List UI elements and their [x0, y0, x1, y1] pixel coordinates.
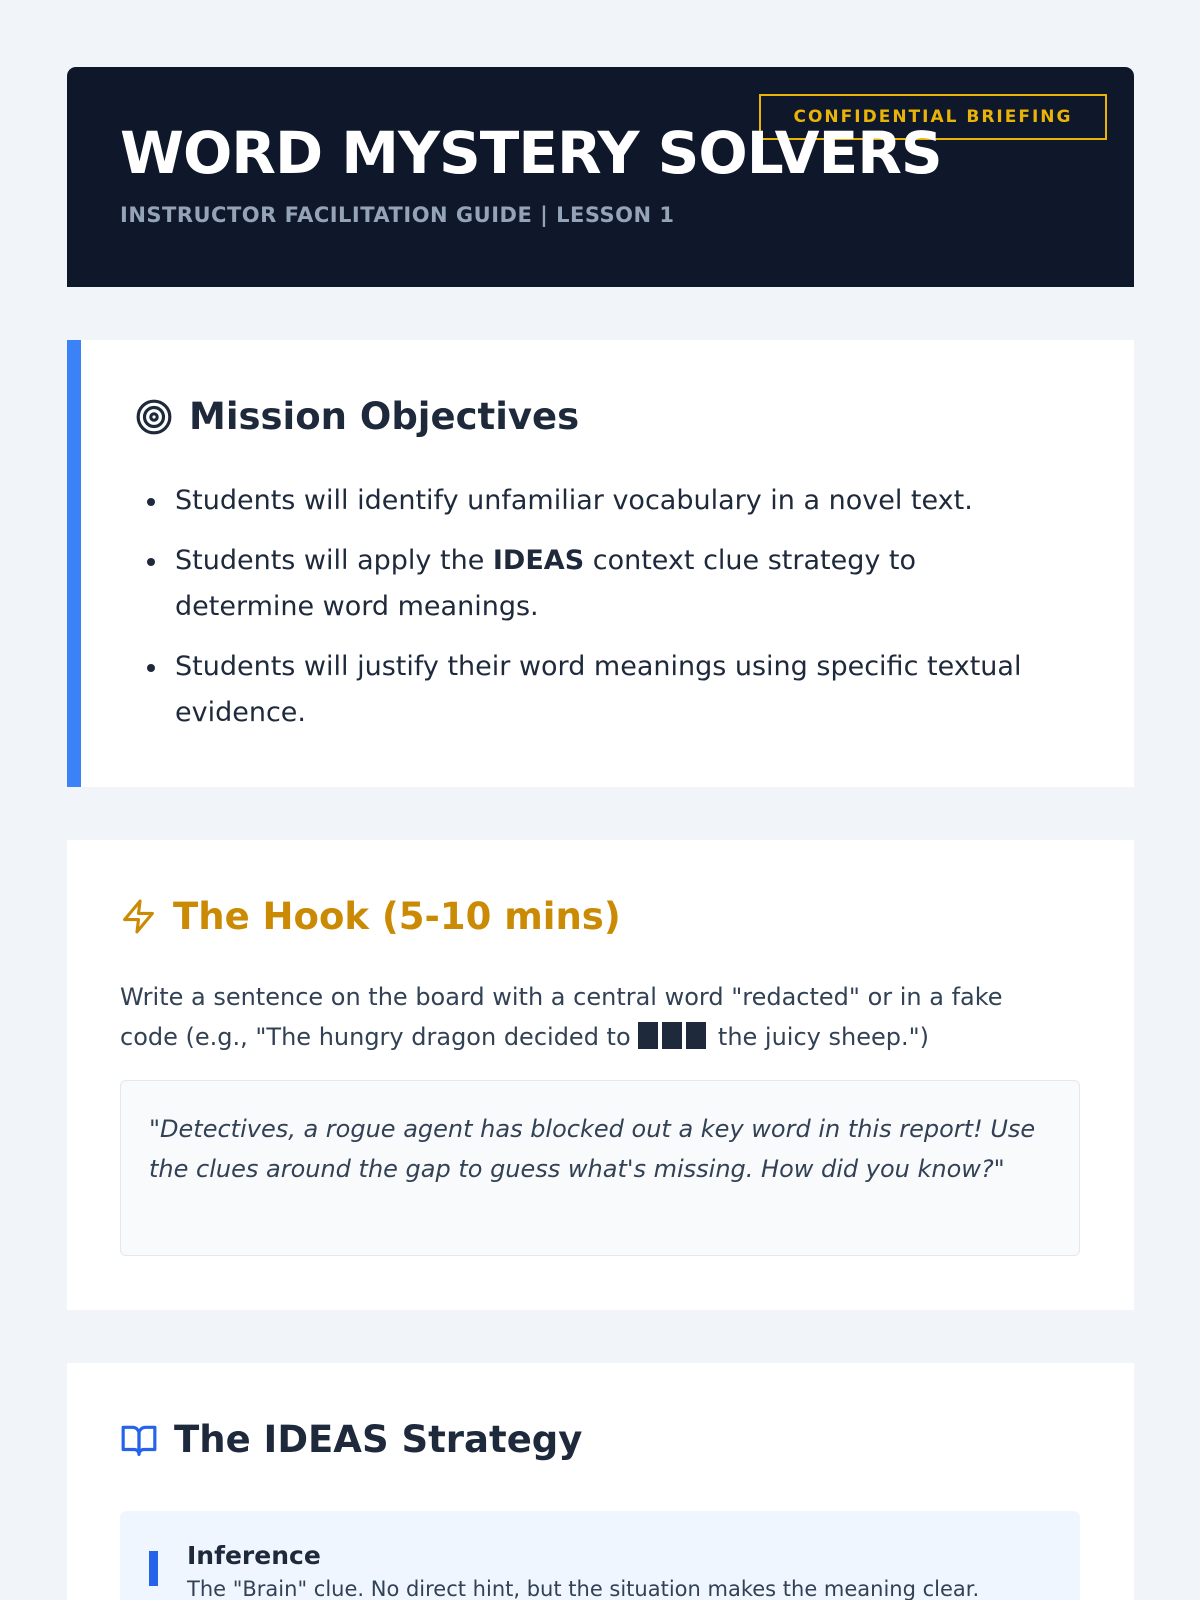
hook-heading: [120, 895, 621, 938]
objective-text-after: context clue strategy to determine word meanings.: [175, 545, 917, 622]
ideas-heading: [120, 1418, 582, 1461]
objective-item: [141, 478, 1041, 524]
objective-item: [141, 644, 1041, 736]
book-open-icon: [120, 1421, 158, 1459]
ideas-item-inference: [120, 1511, 1080, 1600]
objectives-list: [141, 478, 1041, 750]
hook-text-before: Write a sentence on the board with a central word "redacted" or in a fake code (e.g., "The hungry dragon decided to: [120, 983, 1003, 1051]
objective-item: [141, 538, 1041, 630]
objectives-title: Mission Objectives: [189, 395, 580, 438]
target-icon: [135, 398, 173, 436]
ideas-item-label: Inference: [187, 1541, 321, 1570]
hook-instructions: [120, 977, 1060, 1061]
ideas-strategy-card: [67, 1363, 1134, 1600]
page-title: WORD MYSTERY SOLVERS: [120, 119, 942, 187]
objective-text-before: Students will apply the: [175, 545, 493, 576]
ideas-item-accent-bar: [149, 1551, 158, 1586]
objective-text: Students will justify their word meanings using specific textual evidence.: [175, 651, 1022, 728]
hook-card: [67, 840, 1134, 1310]
lightning-icon: [120, 898, 157, 935]
objectives-heading: [135, 395, 579, 438]
lesson-header: [67, 67, 1134, 287]
confidential-badge: CONFIDENTIAL BRIEFING: [759, 94, 1107, 140]
objective-text: Students will identify unfamiliar vocabulary in a novel text.: [175, 485, 973, 516]
page-subtitle: INSTRUCTOR FACILITATION GUIDE | LESSON 1: [120, 203, 675, 227]
ideas-title: The IDEAS Strategy: [174, 1418, 583, 1461]
redacted-blocks: [638, 1021, 710, 1061]
mission-objectives-card: [67, 340, 1134, 787]
ideas-item-description: The "Brain" clue. No direct hint, but the situation makes the meaning clear.: [187, 1577, 980, 1600]
objective-strategy-name: IDEAS: [492, 545, 585, 576]
hook-text-after: the juicy sheep."): [710, 1023, 930, 1051]
hook-title: The Hook (5-10 mins): [173, 895, 621, 938]
hook-quote: "Detectives, a rogue agent has blocked out a key word in this report! Use the clues around the gap to guess what's missing. How did you know?": [120, 1080, 1080, 1256]
